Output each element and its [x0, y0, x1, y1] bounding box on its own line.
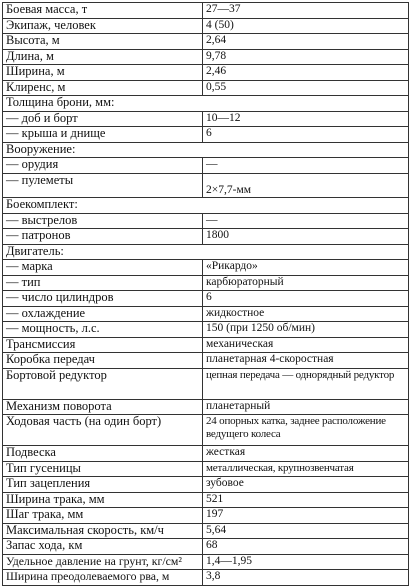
spec-label: Длина, м	[3, 49, 203, 65]
spec-row	[3, 492, 409, 508]
spec-label: Удельное давление на грунт, кг/см²	[3, 554, 203, 570]
spec-row	[3, 34, 409, 50]
spec-row	[3, 353, 409, 369]
spec-row	[3, 399, 409, 415]
spec-value: 27—37	[203, 3, 409, 19]
spec-value: 2,64	[203, 34, 409, 50]
spec-row	[3, 3, 409, 19]
spec-label: Бортовой редуктор	[3, 368, 203, 399]
spec-label: Коробка передач	[3, 353, 203, 369]
spec-label: — мощность, л.с.	[3, 322, 203, 338]
spec-row	[3, 446, 409, 462]
spec-label: — доб и борт	[3, 111, 203, 127]
spec-value: 2,46	[203, 65, 409, 81]
spec-label: Экипаж, человек	[3, 18, 203, 34]
specifications-table	[2, 2, 409, 586]
spec-value: 9,78	[203, 49, 409, 65]
spec-row	[3, 127, 409, 143]
spec-label: Клиренс, м	[3, 80, 203, 96]
spec-value: «Рикардо»	[203, 260, 409, 276]
spec-row	[3, 229, 409, 245]
spec-row	[3, 415, 409, 446]
spec-label: — марка	[3, 260, 203, 276]
spec-row	[3, 213, 409, 229]
spec-label: Шаг трака, мм	[3, 508, 203, 524]
spec-label: Тип зацепления	[3, 477, 203, 493]
spec-value: 10—12	[203, 111, 409, 127]
spec-label: Ширина трака, мм	[3, 492, 203, 508]
spec-value: 2×7,7-мм	[203, 173, 409, 198]
spec-label: Механизм поворота	[3, 399, 203, 415]
spec-label: Вооружение:	[3, 142, 409, 158]
spec-label: Двигатель:	[3, 244, 409, 260]
spec-value: цепная передача — однорядный редуктор	[203, 368, 409, 399]
spec-value: металлическая, крупнозвенчатая	[203, 461, 409, 477]
spec-row	[3, 291, 409, 307]
spec-value: —	[203, 158, 409, 174]
spec-value: 1800	[203, 229, 409, 245]
spec-label: — тип	[3, 275, 203, 291]
spec-label: Ходовая часть (на один борт)	[3, 415, 203, 446]
spec-value: 0,55	[203, 80, 409, 96]
spec-value: —	[203, 213, 409, 229]
spec-value: 24 опорных катка, заднее расположение ведущего колеса	[203, 415, 409, 446]
spec-label: Боевая масса, т	[3, 3, 203, 19]
spec-label: Максимальная скорость, км/ч	[3, 523, 203, 539]
spec-value: жидкостное	[203, 306, 409, 322]
spec-value: 4 (50)	[203, 18, 409, 34]
spec-label: Боекомплект:	[3, 198, 409, 214]
spec-value: 521	[203, 492, 409, 508]
spec-row	[3, 477, 409, 493]
spec-value: механическая	[203, 337, 409, 353]
spec-row	[3, 275, 409, 291]
spec-label: — крыша и днище	[3, 127, 203, 143]
spec-row	[3, 368, 409, 399]
spec-label: — выстрелов	[3, 213, 203, 229]
spec-value: планетарный	[203, 399, 409, 415]
spec-row	[3, 65, 409, 81]
spec-row	[3, 142, 409, 158]
spec-row	[3, 260, 409, 276]
spec-label: Толщина брони, мм:	[3, 96, 409, 112]
spec-value: жесткая	[203, 446, 409, 462]
spec-value: 197	[203, 508, 409, 524]
spec-row	[3, 322, 409, 338]
spec-value: планетарная 4-скоростная	[203, 353, 409, 369]
spec-label: Высота, м	[3, 34, 203, 50]
spec-row	[3, 306, 409, 322]
spec-row	[3, 111, 409, 127]
spec-row	[3, 461, 409, 477]
spec-value: 150 (при 1250 об/мин)	[203, 322, 409, 338]
spec-row	[3, 244, 409, 260]
spec-value: 6	[203, 127, 409, 143]
spec-row	[3, 158, 409, 174]
spec-row	[3, 508, 409, 524]
spec-value: 5,64	[203, 523, 409, 539]
spec-value: 6	[203, 291, 409, 307]
spec-row	[3, 523, 409, 539]
spec-row	[3, 173, 409, 198]
spec-row	[3, 18, 409, 34]
spec-label: — охлаждение	[3, 306, 203, 322]
spec-row	[3, 570, 409, 586]
spec-row	[3, 96, 409, 112]
spec-row	[3, 539, 409, 555]
spec-label: Ширина преодолеваемого рва, м	[3, 570, 203, 586]
spec-label: — патронов	[3, 229, 203, 245]
spec-label: Тип гусеницы	[3, 461, 203, 477]
spec-row	[3, 554, 409, 570]
spec-row	[3, 80, 409, 96]
specifications-table-body	[3, 3, 409, 586]
spec-label: — орудия	[3, 158, 203, 174]
spec-row	[3, 49, 409, 65]
spec-label: Подвеска	[3, 446, 203, 462]
spec-label: Запас хода, км	[3, 539, 203, 555]
spec-row	[3, 337, 409, 353]
spec-value: 3,8	[203, 570, 409, 586]
spec-value: 1,4—1,95	[203, 554, 409, 570]
spec-value: карбюраторный	[203, 275, 409, 291]
spec-value: зубовое	[203, 477, 409, 493]
spec-row	[3, 198, 409, 214]
spec-label: — число цилиндров	[3, 291, 203, 307]
spec-label: — пулеметы	[3, 173, 203, 198]
spec-label: Трансмиссия	[3, 337, 203, 353]
spec-value: 68	[203, 539, 409, 555]
spec-label: Ширина, м	[3, 65, 203, 81]
